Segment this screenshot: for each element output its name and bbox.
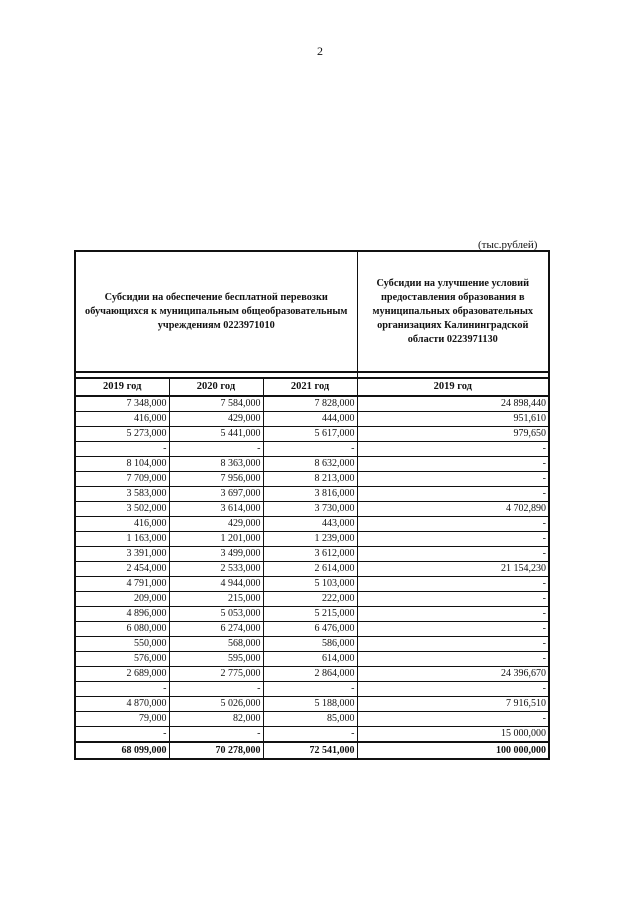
table-row xyxy=(75,517,549,532)
table-cell: 24 898,440 xyxy=(357,396,549,412)
table-row xyxy=(75,562,549,577)
table-cell: 416,000 xyxy=(75,517,169,532)
table-cell: 222,000 xyxy=(263,592,357,607)
table-row xyxy=(75,727,549,743)
table-cell: - xyxy=(357,517,549,532)
table-cell: 429,000 xyxy=(169,412,263,427)
table-cell: 576,000 xyxy=(75,652,169,667)
table-cell: 6 080,000 xyxy=(75,622,169,637)
table-cell: 7 916,510 xyxy=(357,697,549,712)
table-row xyxy=(75,532,549,547)
table-cell: 7 584,000 xyxy=(169,396,263,412)
table-cell: - xyxy=(75,682,169,697)
year-header-2021: 2021 год xyxy=(263,378,357,396)
table-row xyxy=(75,396,549,412)
table-row xyxy=(75,547,549,562)
table-cell: 6 476,000 xyxy=(263,622,357,637)
table-row xyxy=(75,697,549,712)
table-cell: 79,000 xyxy=(75,712,169,727)
table-cell: 5 103,000 xyxy=(263,577,357,592)
table-cell: 5 026,000 xyxy=(169,697,263,712)
table-row xyxy=(75,637,549,652)
year-header-2020: 2020 год xyxy=(169,378,263,396)
table-cell: 429,000 xyxy=(169,517,263,532)
total-cell: 72 541,000 xyxy=(263,742,357,759)
units-label: (тыс.рублей) xyxy=(478,239,538,251)
table-row xyxy=(75,667,549,682)
table-cell: 1 163,000 xyxy=(75,532,169,547)
table-cell: 215,000 xyxy=(169,592,263,607)
table-cell: 3 614,000 xyxy=(169,502,263,517)
table-row xyxy=(75,682,549,697)
table-cell: 2 454,000 xyxy=(75,562,169,577)
table-cell: 568,000 xyxy=(169,637,263,652)
table-cell: 4 870,000 xyxy=(75,697,169,712)
table-row xyxy=(75,592,549,607)
table-cell: - xyxy=(357,682,549,697)
table-cell: 443,000 xyxy=(263,517,357,532)
table-cell: 979,650 xyxy=(357,427,549,442)
table-cell: 5 441,000 xyxy=(169,427,263,442)
year-header-2019: 2019 год xyxy=(75,378,169,396)
table-cell: 550,000 xyxy=(75,637,169,652)
table-cell: - xyxy=(169,442,263,457)
table-row xyxy=(75,487,549,502)
table-row xyxy=(75,607,549,622)
table-cell: - xyxy=(357,532,549,547)
table-cell: - xyxy=(357,487,549,502)
table-cell: 2 533,000 xyxy=(169,562,263,577)
year-header-2019-group2: 2019 год xyxy=(357,378,549,396)
table-row xyxy=(75,502,549,517)
table-cell: - xyxy=(357,577,549,592)
year-header-row xyxy=(75,378,549,396)
table-cell: 7 956,000 xyxy=(169,472,263,487)
table-row xyxy=(75,712,549,727)
table-cell: 7 828,000 xyxy=(263,396,357,412)
total-cell: 100 000,000 xyxy=(357,742,549,759)
table-cell: 2 864,000 xyxy=(263,667,357,682)
table-cell: 3 697,000 xyxy=(169,487,263,502)
table-cell: 1 201,000 xyxy=(169,532,263,547)
table-cell: 85,000 xyxy=(263,712,357,727)
table-cell: 614,000 xyxy=(263,652,357,667)
table-cell: 5 188,000 xyxy=(263,697,357,712)
table-cell: 24 396,670 xyxy=(357,667,549,682)
table-cell: 8 213,000 xyxy=(263,472,357,487)
table-cell: - xyxy=(357,472,549,487)
table-row xyxy=(75,652,549,667)
table-cell: - xyxy=(263,682,357,697)
table-cell: 3 391,000 xyxy=(75,547,169,562)
table-cell: 4 702,890 xyxy=(357,502,549,517)
total-cell: 70 278,000 xyxy=(169,742,263,759)
table-cell: - xyxy=(357,637,549,652)
table-cell: 21 154,230 xyxy=(357,562,549,577)
table-cell: 209,000 xyxy=(75,592,169,607)
page-number: 2 xyxy=(317,44,323,58)
table-cell: 3 730,000 xyxy=(263,502,357,517)
table-row xyxy=(75,577,549,592)
table-row xyxy=(75,412,549,427)
table-cell: 3 612,000 xyxy=(263,547,357,562)
table-cell: - xyxy=(357,547,549,562)
table-cell: - xyxy=(263,727,357,743)
table-cell: 6 274,000 xyxy=(169,622,263,637)
table-cell: 4 791,000 xyxy=(75,577,169,592)
table-group-header-row xyxy=(75,251,549,372)
table-cell: - xyxy=(357,622,549,637)
table-cell: 8 632,000 xyxy=(263,457,357,472)
total-cell: 68 099,000 xyxy=(75,742,169,759)
table-cell: 5 617,000 xyxy=(263,427,357,442)
totals-row xyxy=(75,742,549,759)
table-cell: 4 896,000 xyxy=(75,607,169,622)
table-cell: - xyxy=(169,682,263,697)
table-row xyxy=(75,427,549,442)
table-cell: 595,000 xyxy=(169,652,263,667)
table-cell: - xyxy=(357,652,549,667)
table-cell: 1 239,000 xyxy=(263,532,357,547)
table-cell: 5 053,000 xyxy=(169,607,263,622)
table-cell: 2 775,000 xyxy=(169,667,263,682)
table-cell: 3 502,000 xyxy=(75,502,169,517)
table-row xyxy=(75,472,549,487)
group1-header: Субсидии на обеспечение бесплатной перевозки обучающихся к муниципальным общеобразовательным учреждениям 0223971010 xyxy=(75,251,357,372)
table-cell: 7 709,000 xyxy=(75,472,169,487)
table-cell: 5 215,000 xyxy=(263,607,357,622)
table-cell: 2 689,000 xyxy=(75,667,169,682)
table-cell: 4 944,000 xyxy=(169,577,263,592)
table-cell: 8 104,000 xyxy=(75,457,169,472)
table-cell: 8 363,000 xyxy=(169,457,263,472)
table-row xyxy=(75,457,549,472)
table-cell: - xyxy=(357,457,549,472)
table-cell: 3 816,000 xyxy=(263,487,357,502)
table-row xyxy=(75,442,549,457)
table-cell: 3 583,000 xyxy=(75,487,169,502)
table-cell: - xyxy=(169,727,263,743)
table-cell: - xyxy=(75,442,169,457)
table-cell: 15 000,000 xyxy=(357,727,549,743)
table-cell: 82,000 xyxy=(169,712,263,727)
table-cell: 951,610 xyxy=(357,412,549,427)
group2-header: Субсидии на улучшение условий предоставления образования в муниципальных образовательных организациях Калининградской области 0223971130 xyxy=(357,251,549,372)
table-cell: 416,000 xyxy=(75,412,169,427)
table-cell: 7 348,000 xyxy=(75,396,169,412)
table-cell: 444,000 xyxy=(263,412,357,427)
table-cell: - xyxy=(75,727,169,743)
table-row xyxy=(75,622,549,637)
table-cell: - xyxy=(357,442,549,457)
table-cell: 3 499,000 xyxy=(169,547,263,562)
table-cell: 5 273,000 xyxy=(75,427,169,442)
table-cell: 2 614,000 xyxy=(263,562,357,577)
table-cell: - xyxy=(357,607,549,622)
table-cell: - xyxy=(357,592,549,607)
subsidy-table xyxy=(74,250,550,760)
table-cell: - xyxy=(263,442,357,457)
table-cell: - xyxy=(357,712,549,727)
table-cell: 586,000 xyxy=(263,637,357,652)
